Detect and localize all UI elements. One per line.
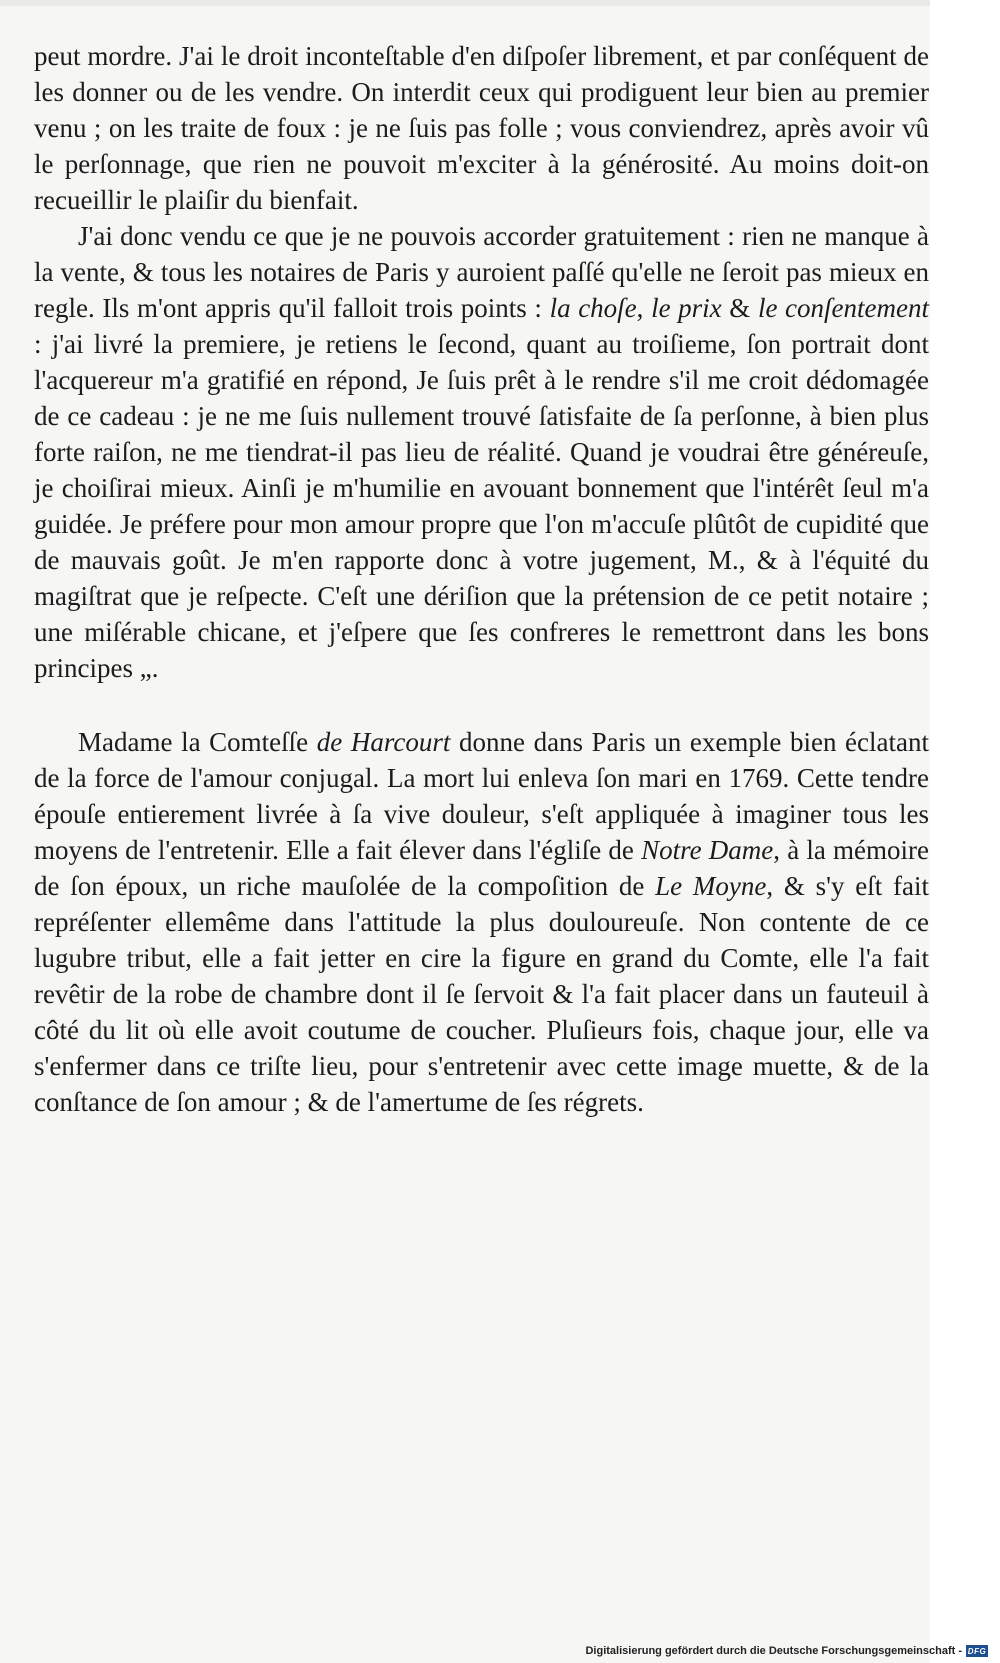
- page-text: [34, 38, 929, 1120]
- credit-text: Digitalisierung gefördert durch die Deutsche Forschungsgemeinschaft -: [585, 1645, 962, 1657]
- paragraph-2-text-1: J'ai donc vendu ce que je ne pouvois accorder gratuitement : rien ne manque à la vente, & tous les notaires de Paris y auroient paſſé qu'elle ne ſeroit pas mieux en regle. Ils m'ont appris qu'il falloit trois points :: [34, 221, 929, 323]
- paragraph-2-text-2: ,: [636, 293, 652, 323]
- paragraph-2-italic-3: le conſentement: [757, 293, 929, 323]
- dfg-logo-icon: DFG: [967, 1646, 987, 1656]
- paragraph-3-text-4: , & s'y eſt fait repréſenter ellemême dans l'attitude la plus douloureuſe. Non contente de ce lugubre tribut, elle a fait jetter en cire la figure en grand du Comte, elle l'a fait revêtir de la robe de chambre dont il ſe ſervoit & l'a fait placer dans un fauteuil à côté du lit où elle avoit coutume de coucher. Pluſieurs fois, chaque jour, elle va s'enfermer dans ce triſte lieu, pour s'entretenir avec cette image muette, & de la conſtance de ſon amour ; & de l'amertume de ſes régrets.: [34, 871, 929, 1117]
- paragraph-3-italic-2: Notre Dame: [641, 835, 774, 865]
- paragraph-2-italic-1: la choſe: [549, 293, 637, 323]
- paragraph-3-italic-1: de Harcourt: [316, 727, 451, 757]
- paragraph-3-text-2: donne dans Paris un exemple bien éclatant de la force de l'amour conjugal. La mort lui enleva ſon mari en 1769. Cette tendre épouſe entierement livrée à ſa vive douleur, s'eſt appliquée à imaginer tous les moyens de l'entretenir. Elle a fait élever dans l'égliſe de: [34, 727, 929, 865]
- paragraph-2-text-4: : j'ai livré la premiere, je retiens le ſecond, quant au troiſieme, ſon portrait dont l'acquereur m'a gratifié en répond, Je ſuis prêt à le rendre s'il me croit dédomagée de ce cadeau : je ne me ſuis nullement trouvé ſatisfaite de ſa perſonne, à bien plus forte raiſon, ne me tiendrat-il pas lieu de réalité. Quand je voudrai être généreuſe, je choiſirai mieux. Ainſi je m'humilie en avouant bonnement que l'intérêt ſeul m'a guidée. Je préfere pour mon amour propre que l'on m'accuſe plûtôt de cupidité que de mauvais goût. Je m'en rapporte donc à votre jugement, M., & à l'équité du magiſtrat que je reſpecte. C'eſt une dériſion que la prétension de ce petit notaire ; une miſérable chicane, et j'eſpere que ſes confreres le remettront dans les bons principes „.: [34, 329, 929, 683]
- paragraph-3-text-1: Madame la Comteſſe: [78, 727, 317, 757]
- paragraph-1: peut mordre. J'ai le droit inconteſtable d'en diſpoſer librement, et par conſéquent de les donner ou de les vendre. On interdit ceux qui prodiguent leur bien au premier venu ; on les traite de foux : je ne ſuis pas folle ; vous conviendrez, après avoir vû le perſonnage, que rien ne pouvoit m'exciter à la générosité. Au moins doit-on recueillir le plaiſir du bienfait.: [34, 41, 929, 215]
- paragraph-2: [34, 218, 929, 686]
- digitization-credit: [585, 1645, 988, 1657]
- paragraph-2-text-3: &: [721, 293, 758, 323]
- scan-margin: [930, 0, 1000, 1663]
- paragraph-3: [34, 724, 929, 1120]
- paragraph-3-text-3: , à la mémoire de ſon époux, un riche mauſolée de la compoſition de: [34, 835, 930, 901]
- paragraph-2-italic-2: le prix: [651, 293, 722, 323]
- scan-top-edge: [0, 0, 930, 6]
- paragraph-3-italic-3: Le Moyne: [655, 871, 767, 901]
